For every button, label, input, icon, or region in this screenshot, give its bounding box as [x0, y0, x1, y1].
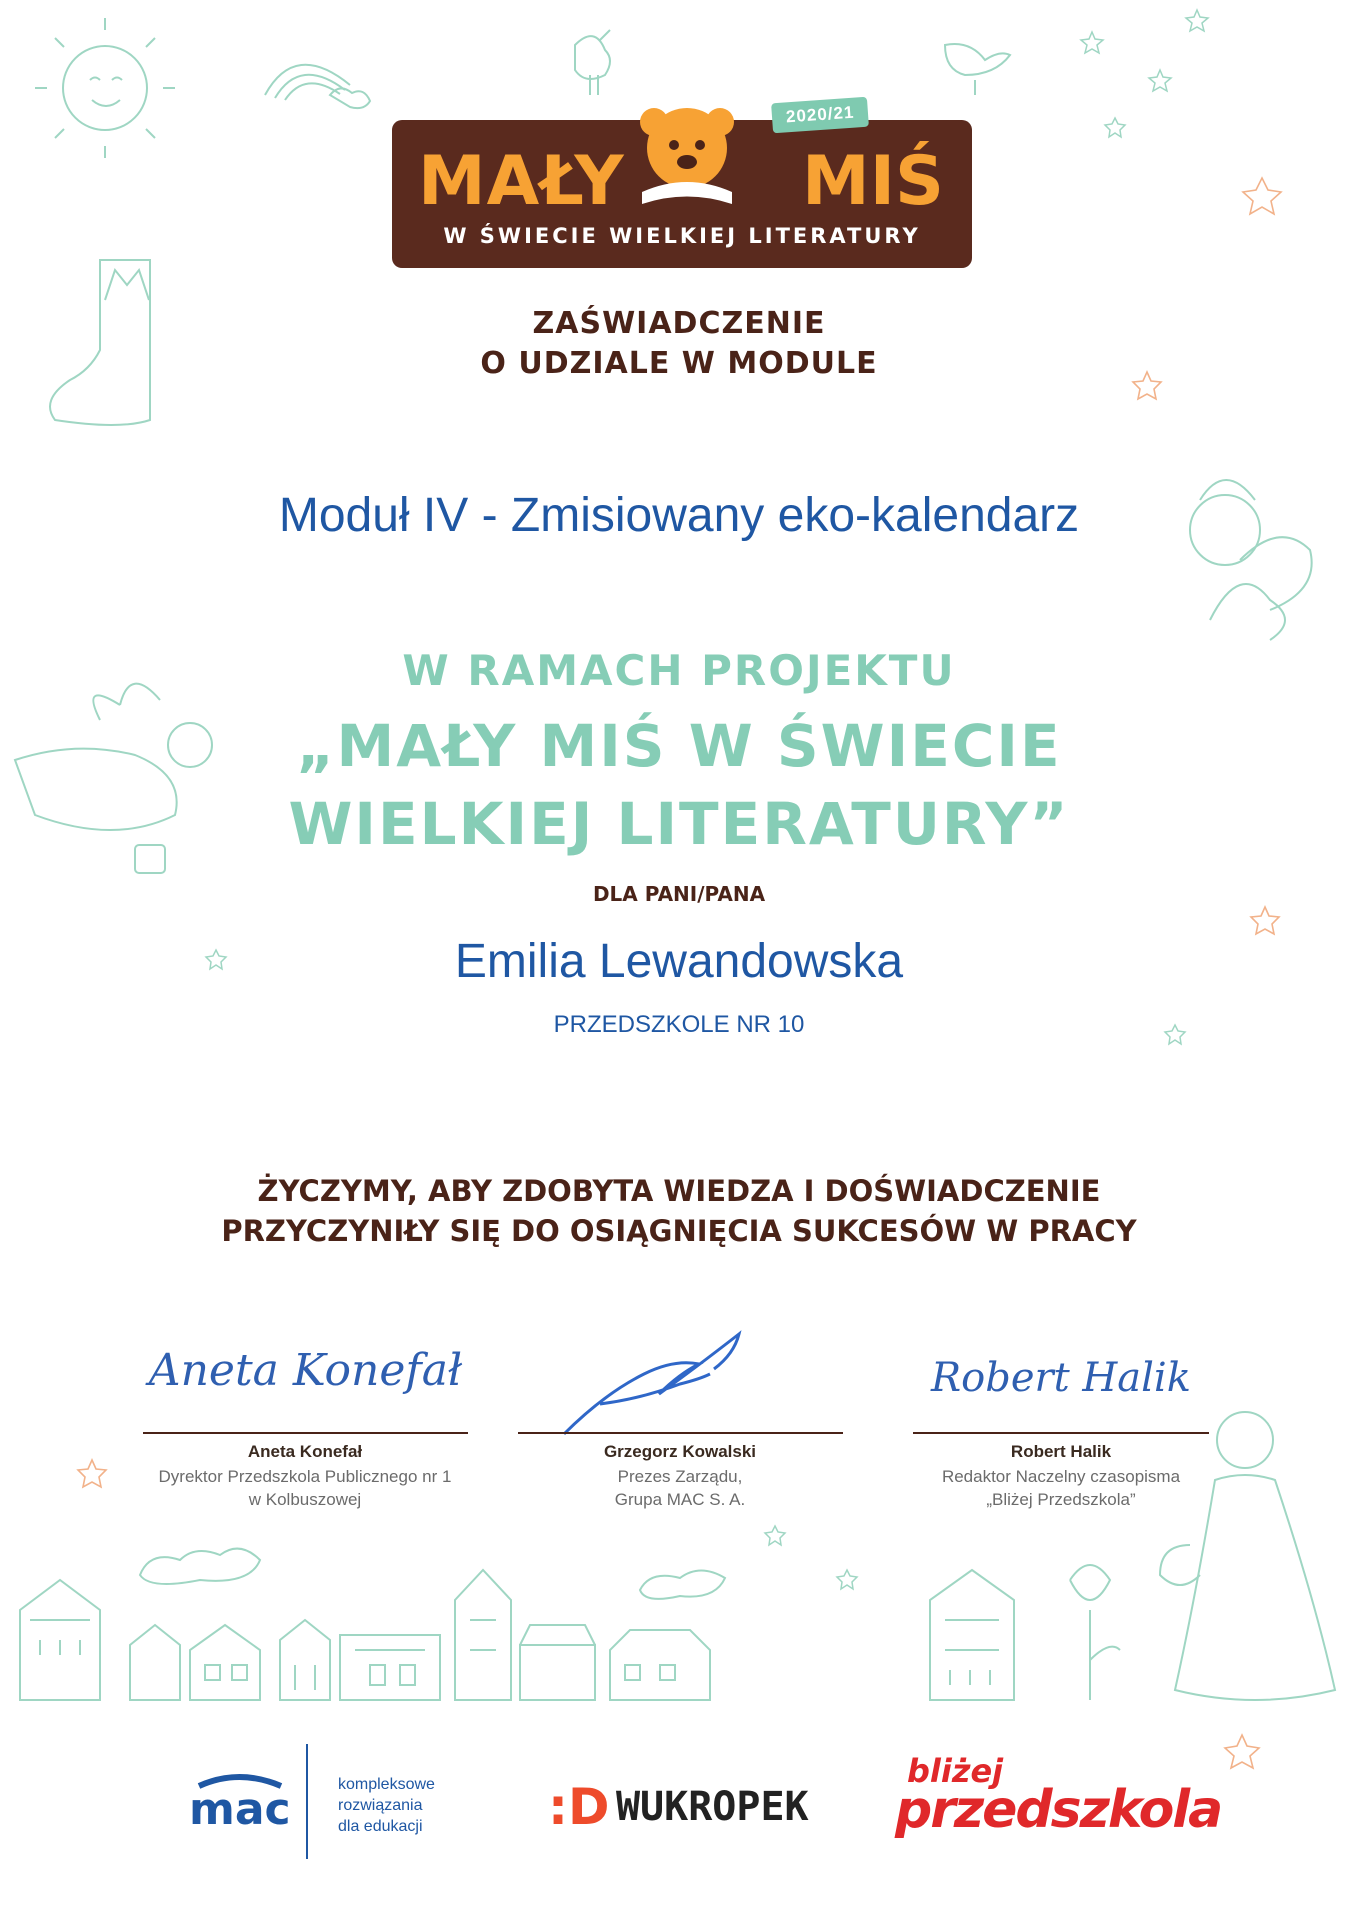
signatory-name-3: Robert Halik [1010, 1442, 1112, 1461]
edition-year: 2020/21 [771, 97, 869, 134]
signatory-role-1a: Dyrektor Przedszkola Publicznego nr 1 [158, 1467, 452, 1486]
signatory-role-1b: w Kolbuszowej [248, 1490, 362, 1509]
mac-wordmark: mac [189, 1784, 291, 1835]
certificate-heading-line2: O UDZIALE W MODULE [480, 346, 878, 381]
signature-line-2 [518, 1432, 843, 1434]
wukropek-wordmark: WUKROPEK [615, 1784, 809, 1830]
logo-title-left: MAŁY [418, 142, 625, 221]
recipient-name: Emilia Lewandowska [454, 935, 904, 988]
mac-logo [185, 1770, 295, 1850]
blizej-wordmark: bliżej [907, 1752, 1004, 1790]
for-label: DLA PANI/PANA [592, 882, 766, 906]
bear-icon [632, 100, 742, 210]
wukropek-logo [548, 1778, 809, 1838]
project-line2: „MAŁY MIŚ W ŚWIECIE [296, 712, 1062, 780]
module-title: Moduł IV - Zmisiowany eko-kalendarz [278, 489, 1080, 542]
mac-tagline-2: rozwiązania [338, 1797, 423, 1814]
handwritten-signature: Robert Halik [931, 1355, 1191, 1401]
handwritten-signature: Aneta Konefał [148, 1345, 463, 1396]
signature-1 [143, 1345, 468, 1396]
project-logo [392, 102, 972, 268]
wish-line1: ŻYCZYMY, ABY ZDOBYTA WIEDZA I DOŚWIADCZENIE [257, 1174, 1101, 1208]
project-line1: W RAMACH PROJEKTU [402, 646, 956, 695]
certificate-heading-line1: ZAŚWIADCZENIE [532, 306, 826, 341]
mac-tagline [338, 1774, 435, 1837]
signatory-role-3b: „Bliżej Przedszkola” [986, 1490, 1136, 1509]
signatory-role-3a: Redaktor Naczelny czasopisma [941, 1467, 1181, 1486]
mac-tagline-3: dla edukacji [338, 1818, 423, 1835]
handwritten-signature-2 [560, 1320, 760, 1440]
signatory-name-2: Grzegorz Kowalski [603, 1442, 757, 1461]
institution: PRZEDSZKOLE NR 10 [553, 1011, 805, 1038]
signatory-role-2b: Grupa MAC S. A. [614, 1490, 746, 1509]
wukropek-mark-icon: :D [548, 1778, 610, 1836]
mac-tagline-1: kompleksowe [338, 1776, 435, 1793]
blizej-przedszkola-logo [895, 1752, 1222, 1852]
logo-divider [306, 1744, 308, 1859]
przedszkola-wordmark: przedszkola [895, 1780, 1222, 1840]
signatory-role-2a: Prezes Zarządu, [617, 1467, 743, 1486]
signature-3 [913, 1355, 1209, 1401]
signatory-name-1: Aneta Konefał [247, 1442, 363, 1461]
sun-icon [63, 46, 147, 130]
wish-line2: PRZYCZYNIŁY SIĘ DO OSIĄGNIĘCIA SUKCESÓW W PRACY [221, 1214, 1137, 1248]
signature-line-1 [143, 1432, 468, 1434]
signature-line-3 [913, 1432, 1209, 1434]
logo-subtitle: W ŚWIECIE WIELKIEJ LITERATURY [443, 224, 921, 248]
project-line3: WIELKIEJ LITERATURY” [288, 790, 1070, 858]
logo-title-right: MIŚ [802, 142, 944, 221]
